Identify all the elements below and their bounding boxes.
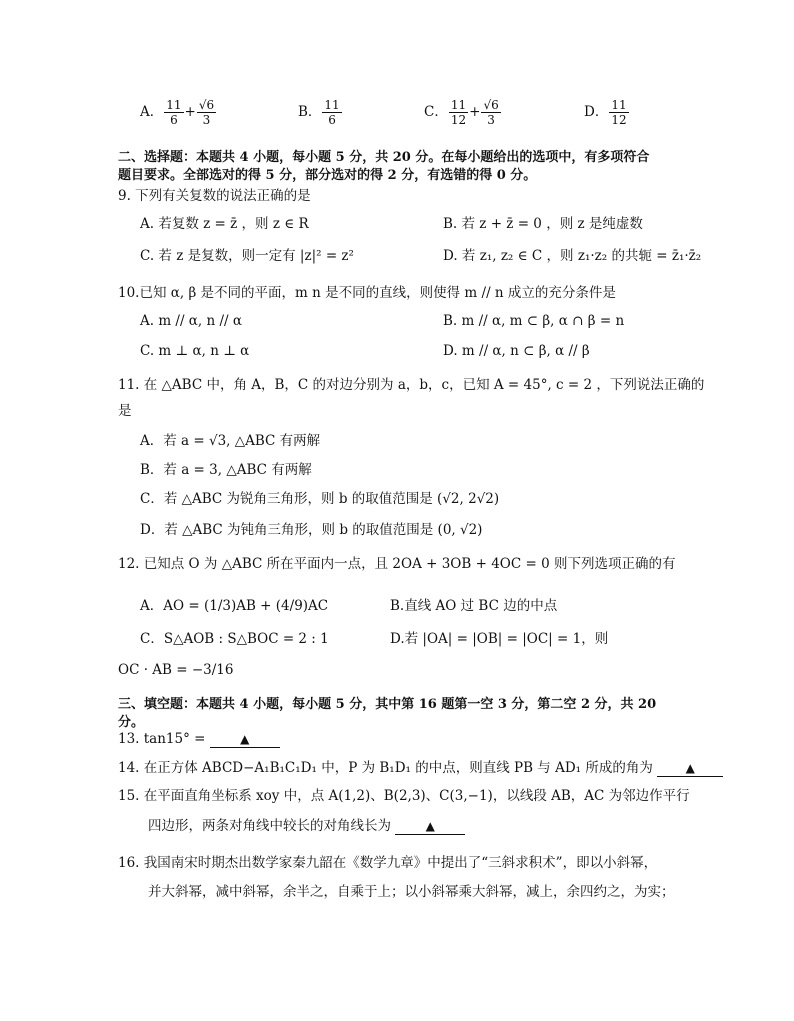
- q14-stem: 14. 在正方体 ABCD−A₁B₁C₁D₁ 中，P 为 B₁D₁ 的中点，则直线 PB 与 AD₁ 所成的角为: [118, 760, 653, 776]
- q12-option-d: D.若 |OA| = |OB| = |OC| = 1，则: [390, 631, 609, 647]
- q15-answer-blank[interactable]: [395, 818, 465, 835]
- q8-option-c: C． $\frac{11}{12}$ + $\frac{√6}{3}$: [424, 98, 499, 127]
- section2-header-line2: 题目要求。全部选对的得 5 分，部分选对的得 2 分，有选错的得 0 分。: [118, 168, 537, 183]
- q9-stem: 9. 下列有关复数的说法正确的是: [118, 188, 311, 204]
- q10-option-c: C. m ⊥ α, n ⊥ α: [140, 343, 250, 359]
- q11-option-b: B．若 a = 3, △ABC 有两解: [140, 462, 312, 478]
- q10-stem: 10.已知 α, β 是不同的平面，m n 是不同的直线，则使得 m // n 成立的充分条件是: [118, 285, 616, 301]
- q13-answer-blank[interactable]: [210, 731, 280, 748]
- q9-option-a: A. 若复数 z = z̄ ，则 z ∈ R: [140, 216, 309, 232]
- q9-option-c: C. 若 z 是复数，则一定有 |z|² = z²: [140, 248, 354, 264]
- q8-option-a: A． $\frac{11}{6}$ + $\frac{√6}{3}$: [140, 98, 215, 127]
- q11-option-a: A．若 a = √3, △ABC 有两解: [140, 433, 321, 449]
- q13: [118, 731, 280, 748]
- q9-option-d: D. 若 z₁, z₂ ∈ C ，则 z₁·z₂ 的共轭 = z̄₁·z̄₂: [443, 248, 702, 264]
- q15-stem-cont: 四边形，两条对角线中较长的对角线长为: [148, 818, 391, 834]
- q12-option-d-continued: OC · AB = −3/16: [118, 662, 234, 678]
- q14-answer-blank[interactable]: [657, 760, 723, 777]
- q8-option-b: B． $\frac{11}{6}$: [298, 98, 340, 127]
- q15-line1: 15. 在平面直角坐标系 xoy 中，点 A(1,2)、B(2,3)、C(3,−1)，以线段 AB，AC 为邻边作平行: [118, 788, 690, 804]
- q13-stem: 13. tan15° =: [118, 731, 206, 747]
- q11-stem-line2: 是: [118, 403, 132, 419]
- triangle-marker-icon: ▲: [425, 819, 435, 833]
- q12-stem: 12. 已知点 O 为 △ABC 所在平面内一点，且 2OA + 3OB + 4OC = 0 则下列选项正确的有: [118, 556, 676, 572]
- q12-option-a-expr: AO = (1/3)AB + (4/9)AC: [163, 598, 329, 614]
- q9-option-b: B. 若 z + z̄ = 0 ，则 z 是纯虚数: [443, 216, 643, 232]
- q16-line1: 16. 我国南宋时期杰出数学家秦九韶在《数学九章》中提出了“三斜求积术”，即以小斜幂，: [118, 855, 658, 871]
- q12-option-c: C．S△AOB : S△BOC = 2 : 1: [140, 631, 329, 647]
- section2-header-line1: 二、选择题：本题共 4 小题，每小题 5 分，共 20 分。在每小题给出的选项中，有多项符合: [118, 150, 650, 165]
- q10-option-a: A. m // α, n // α: [140, 313, 243, 329]
- section3-header-line2: 分。: [118, 715, 145, 730]
- q15-line2: [148, 814, 465, 835]
- section3-header-line1: 三、填空题：本题共 4 小题，每小题 5 分，其中第 16 题第一空 3 分，第二空 2 分，共 20: [118, 697, 657, 712]
- q10-option-d: D. m // α, n ⊂ β, α // β: [443, 343, 590, 359]
- q11-option-d: D．若 △ABC 为钝角三角形，则 b 的取值范围是 (0, √2): [140, 522, 483, 538]
- q8-option-d: D． $\frac{11}{12}$: [584, 98, 627, 127]
- q12-option-a: A．AO = (1/3)AB + (4/9)AC: [140, 598, 329, 614]
- triangle-marker-icon: ▲: [685, 761, 695, 775]
- q14: [118, 756, 723, 777]
- q10-option-b: B. m // α, m ⊂ β, α ∩ β = n: [443, 313, 625, 329]
- q12-option-b: B.直线 AO 过 BC 边的中点: [390, 598, 558, 614]
- q11-stem-line1: 11. 在 △ABC 中，角 A，B，C 的对边分别为 a，b，c，已知 A = 45°, c = 2 ，下列说法正确的: [118, 377, 705, 393]
- triangle-marker-icon: ▲: [240, 732, 250, 746]
- q16-line2: 并大斜幂，减中斜幂，余半之，自乘于上；以小斜幂乘大斜幂，减上，余四约之，为实；: [148, 884, 675, 900]
- q11-option-c: C．若 △ABC 为锐角三角形，则 b 的取值范围是 (√2, 2√2): [140, 491, 500, 507]
